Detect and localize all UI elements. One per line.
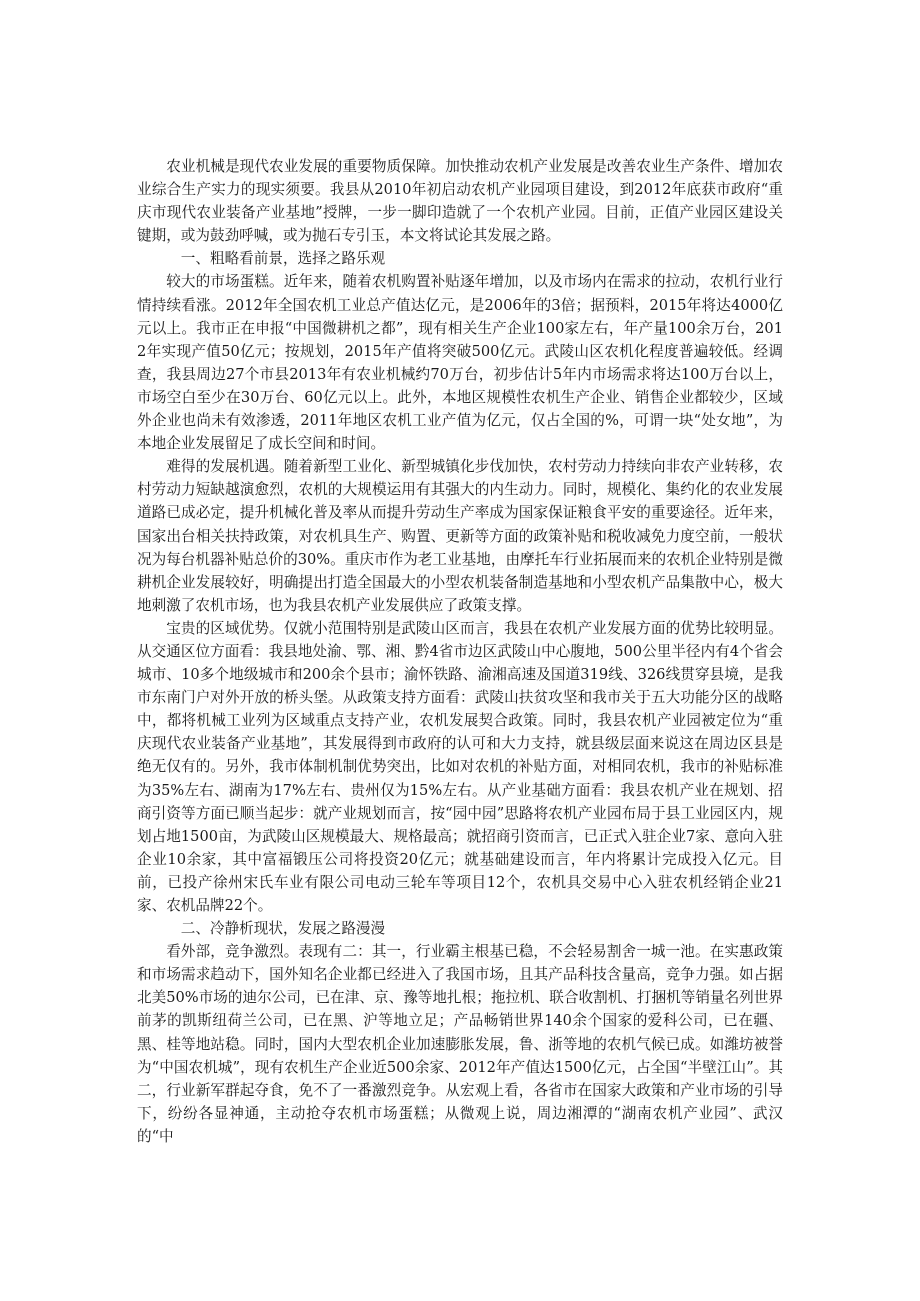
regional-advantage-paragraph: 宝贵的区域优势。仅就小范围特别是武陵山区而言，我县在农机产业发展方面的优势比较明显。从交通区位方面看：我县地处渝、鄂、湘、黔4省市边区武陵山中心腹地，500公里半径内有4个省会城市、10多个地级城市和200余个县市；渝怀铁路、渝湘高速及国道319线、326线贯穿县境，是我市东南门户对外开放的桥头堡。从政策支持方面看：武陵山扶贫攻坚和我市关于五大功能分区的战略中，都将机械工业列为区域重点支持产业，农机发展契合政策。同时，我县农机产业园被定位为“重庆现代农业装备产业基地”，其发展得到市政府的认可和大力支持，就县级层面来说这在周边区县是绝无仅有的。另外，我市体制机制优势突出，比如对农机的补贴方面，对相同农机，我市的补贴标准为35%左右、湖南为17%左右、贵州仅为15%左右。从产业基础方面看：我县农机产业在规划、招商引资等方面已顺当起步：就产业规划而言，按“园中园”思路将农机产业园布局于县工业园区内，规划占地1500亩，为武陵山区规模最大、规格最高；就招商引资而言，已正式入驻企业7家、意向入驻企业10余家，其中富福锻压公司将投资20亿元；就基础建设而言，年内将累计完成投入亿元。目前，已投产徐州宋氏车业有限公司电动三轮车等项目12个，农机具交易中心入驻农机经销企业21家、农机品牌22个。 <box>137 619 783 914</box>
opportunity-paragraph: 难得的发展机遇。随着新型工业化、新型城镇化步伐加快，农村劳动力持续向非农产业转移，农村劳动力短缺越演愈烈，农机的大规模运用有其强大的内生动力。同时，规模化、集约化的农业发展道路已成必定，提升机械化普及率从而提升劳动生产率成为国家保证粮食平安的重要途径。近年来，国家出台相关扶持政策，对农机具生产、购置、更新等方面的政策补贴和税收减免力度空前，一般状况为每台机器补贴总价的30%。重庆市作为老工业基地，由摩托车行业拓展而来的农机企业特别是微耕机企业发展较好，明确提出打造全国最大的小型农机装备制造基地和小型农机产品集散中心，极大地刺激了农机市场，也为我县农机产业发展供应了政策支撑。 <box>137 458 783 614</box>
competition-paragraph: 看外部，竞争激烈。表现有二：其一，行业霸主根基已稳，不会轻易割舍一城一池。在实惠政策和市场需求趋动下，国外知名企业都已经进入了我国市场，且其产品科技含量高，竞争力强。如占据北美50%市场的迪尔公司，已在津、京、豫等地扎根；拖拉机、联合收割机、打捆机等销量名列世界前茅的凯斯纽荷兰公司，已在黑、沪等地立足；产品畅销世界140余个国家的爱科公司，已在疆、黑、桂等地站稳。同时，国内大型农机企业加速膨胀发展，鲁、浙等地的农机气候已成。如潍坊被誉为“中国农机城”，现有农机生产企业近500余家、2012年产值达1500亿元，占全国“半壁江山”。其二，行业新军群起夺食，免不了一番激烈竞争。从宏观上看，各省市在国家大政策和产业市场的引导下，纷纷各显神通，主动抢夺农机市场蛋糕；从微观上说，周边湘潭的“湖南农机产业园”、武汉的“中 <box>137 943 783 1145</box>
document-body <box>137 155 783 1148</box>
section-heading-2: 二、冷静析现状，发展之路漫漫 <box>180 920 386 938</box>
market-paragraph: 较大的市场蛋糕。近年来，随着农机购置补贴逐年增加，以及市场内在需求的拉动，农机行业行情持续看涨。2012年全国农机工业总产值达亿元，是2006年的3倍；据预料，2015年将达4000亿元以上。我市正在申报“中国微耕机之都”，现有相关生产企业100家左右，年产量100余万台，2012年实现产值50亿元；按规划，2015年产值将突破500亿元。武陵山区农机化程度普遍较低。经调查，我县周边27个市县2013年有农业机械约70万台，初步估计5年内市场需求将达100万台以上，市场空白至少在30万台、60亿元以上。此外，本地区规模性农机生产企业、销售企业都较少，区域外企业也尚未有效渗透，2011年地区农机工业产值为亿元，仅占全国的%，可谓一块“处女地”，为本地企业发展留足了成长空间和时间。 <box>137 273 783 453</box>
section-heading-1: 一、粗略看前景，选择之路乐观 <box>180 250 386 268</box>
intro-paragraph: 农业机械是现代农业发展的重要物质保障。加快推动农机产业发展是改善农业生产条件、增加农业综合生产实力的现实须要。我县从2010年初启动农机产业园项目建设，到2012年底获市政府“重庆市现代农业装备产业基地”授牌，一步一脚印造就了一个农机产业园。目前，正值产业园区建设关键期，或为鼓劲呼喊，或为抛石专引玉，本文将试论其发展之路。 <box>137 158 783 245</box>
